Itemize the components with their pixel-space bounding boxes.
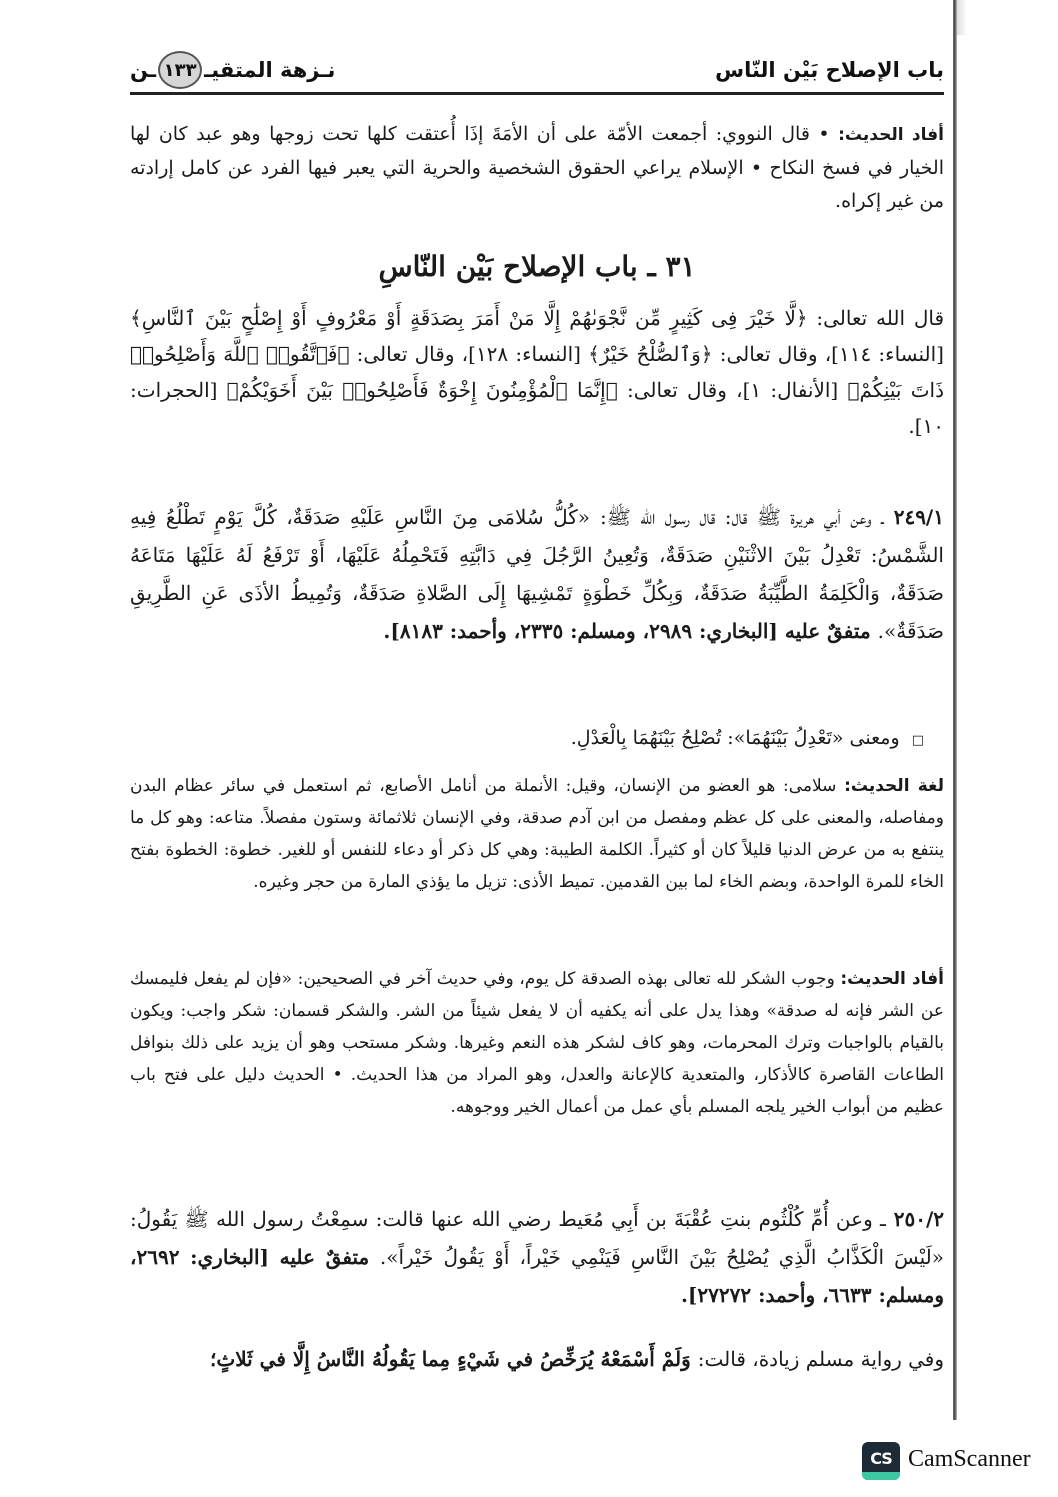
page-edge-gradient (957, 0, 967, 35)
book-page (130, 0, 944, 1420)
benefits-text: وجوب الشكر لله تعالى بهذه الصدقة كل يوم، وفي حديث آخر في الصحيحين: «فإن لم يفعل فليمسك عن الشر فإنه له صدقة» وهذا يدل على أنه يكفيه أن لا يفعل شيئاً من الشر. والشكر قسمان: شكر واجب: ويكون بالقيام بالواجبات وترك المحرمات، وهو كاف لشكر هذه النعم وغيرها. وشكر مستحب وهو أن يزيد على ذلك بنوافل الطاعات القاصرة كالأذكار، والمتعدية كالإعانة والعدل، وهو المراد من هذا الحديث. • الحديث دليل على فتح باب عظيم من أبواب الخير يلجه المسلم بأي عمل من أعمال الخير ووجوهه. (130, 969, 944, 1117)
logo-text: CS (870, 1448, 892, 1468)
camscanner-wordmark: CamScanner (908, 1446, 1031, 1472)
intro-paragraph (130, 118, 944, 218)
page-number-badge: ١٣٣ (158, 51, 202, 89)
muslim-addition (130, 1340, 944, 1378)
hadith-number: ٢٤٩/١ (893, 505, 944, 529)
hadith-intro: ـ وعن أبي هريرة ﷺ قال: قال رسول الله ﷺ: (600, 505, 884, 529)
intro-text: • قال النووي: أجمعت الأمّة على أن الأمَةَ إذَا أُعتقت كلها تحت زوجها وهو عبد كان لها الخيار في فسخ النكاح • الإسلام يراعي الحقوق الشخصية والحرية التي يعبر فيها الفرد عن كامل إرادته من غير إكراه. (130, 123, 944, 212)
meaning-note (130, 722, 944, 757)
meaning-text: ومعنى «تَعْدِلُ بَيْنَهُمَا»: تُصْلِحُ بَيْنَهُمَا بِالْعَدْلِ. (570, 727, 900, 749)
addition-text: وَلَمْ أَسْمَعْهُ يُرَخِّصُ في شَيْءٍ مِما يَقُولُهُ النَّاسُ إِلَّا في ثَلاثٍ؛ (210, 1347, 691, 1371)
verses-text: قال الله تعالى: ﴿لَّا خَيْرَ فِى كَثِيرٍ مِّن نَّجْوَىٰهُمْ إِلَّا مَنْ أَمَرَ بِصَدَقَةٍ أَوْ مَعْرُوفٍ أَوْ إِصْلَٰحٍ بَيْنَ ٱلنَّاسِ﴾ [النساء: ١١٤]، وقال تعالى: ﴿وَٱلصُّلْحُ خَيْرٌ﴾ [النساء: ١٢٨]، وقال تعالى: ﴿فَٱتَّقُوا۟ ٱللَّهَ وَأَصْلِحُوا۟ ذَاتَ بَيْنِكُمْ﴾ [الأنفال: ١]، وقال تعالى: ﴿إِنَّمَا ٱلْمُؤْمِنُونَ إِخْوَةٌ فَأَصْلِحُوا۟ بَيْنَ أَخَوَيْكُمْ﴾ [الحجرات: ١٠]. (130, 306, 944, 438)
hadith-intro: ـ وعن أُمِّ كُلْثُوم بنتِ عُقْبَةَ بن أَبِي مُعَيط رضي الله عنها قالت: سمِعْتُ رسول الله ﷺ يَقُولُ: (130, 1207, 886, 1231)
language-label: لغة الحديث: (844, 776, 945, 796)
running-book-title (130, 51, 335, 89)
hadith-source: متفقٌ عليه [البخاري: ٢٩٨٩، ومسلم: ٢٣٣٥، وأحمد: ٨١٨٣]. (383, 619, 871, 643)
logo-accent-bar (862, 1472, 900, 1480)
chapter-title: ٣١ ـ باب الإصلاح بَيْن النّاسِ (378, 250, 696, 283)
header-divider (130, 92, 944, 95)
addition-intro: وفي رواية مسلم زيادة، قالت: (697, 1347, 944, 1371)
hadith-249 (130, 498, 944, 650)
running-chapter-title: باب الإصلاح بَيْن النّاس (715, 58, 944, 82)
hadith-250 (130, 1200, 944, 1314)
running-header (130, 50, 944, 90)
hadith-number: ٢٥٠/٢ (893, 1207, 944, 1231)
language-notes (130, 770, 944, 898)
language-text: سلامى: هو العضو من الإنسان، وقيل: الأنملة من أنامل الأصابع، ثم استعمل في سائر عظام البدن ومفاصله، والمعنى على كل عظم ومفصل من ابن آدم صدقة، وفي الإنسان ثلاثمائة وستون مفصلاً. متاعه: وهو كل ما ينتفع به من عرض الدنيا قليلاً كان أو كثيراً. الكلمة الطيبة: وهي كل ذكر أو دعاء للنفس أو للغير. خطوة: الخطوة بفتح الخاء للمرة الواحدة، وبضم الخاء لما بين القدمين. تميط الأذى: تزيل ما يؤذي المارة من حجر وغيره. (130, 776, 944, 892)
benefits-paragraph (130, 963, 944, 1123)
intro-label: أفاد الحديث: (838, 125, 944, 145)
book-title: نـزهة المتقيـ (204, 58, 336, 82)
book-title-tail: ـن (130, 58, 157, 82)
benefits-label: أفاد الحديث: (840, 969, 944, 989)
hadith-text: «لَيْسَ الْكَذَّابُ الَّذِي يُصْلِحُ بَيْنَ النَّاسِ فَيَنْمِي خَيْراً، أَوْ يَقُولُ خَيْراً». (379, 1245, 944, 1269)
hadith-text: «كُلُّ سُلامَى مِنَ النَّاسِ عَلَيْهِ صَدَقَةٌ، كُلَّ يَوْمٍ تَطْلُعُ فِيهِ الشَّمْسُ: تَعْدِلُ بَيْنَ الاثْنَيْنِ صَدَقَةٌ، وَتُعِينُ الرَّجُلَ فِي دَابَّتِهِ فَتَحْمِلُهُ عَلَيْهَا، أَوْ تَرْفَعُ لَهُ عَلَيْهَا مَتَاعَهُ صَدَقَةٌ، وَالْكَلِمَةُ الطَّيِّبَةُ صَدَقَةٌ، وَبِكُلِّ خَطْوَةٍ تَمْشِيهَا إِلَى الصَّلاةِ صَدَقَةٌ، وَتُمِيطُ الأذَى عَنِ الطَّرِيقِ صَدَقَةٌ». (130, 505, 944, 643)
square-bullet-icon: □ (911, 733, 924, 748)
page-edge-shadow (953, 0, 957, 1420)
hadith-source: متفقٌ عليه [البخاري: ٢٦٩٢، ومسلم: ٦٦٣٣، وأحمد: ٢٧٢٧٢]. (130, 1245, 944, 1307)
quran-verses (130, 300, 944, 444)
camscanner-logo-icon (862, 1442, 900, 1480)
